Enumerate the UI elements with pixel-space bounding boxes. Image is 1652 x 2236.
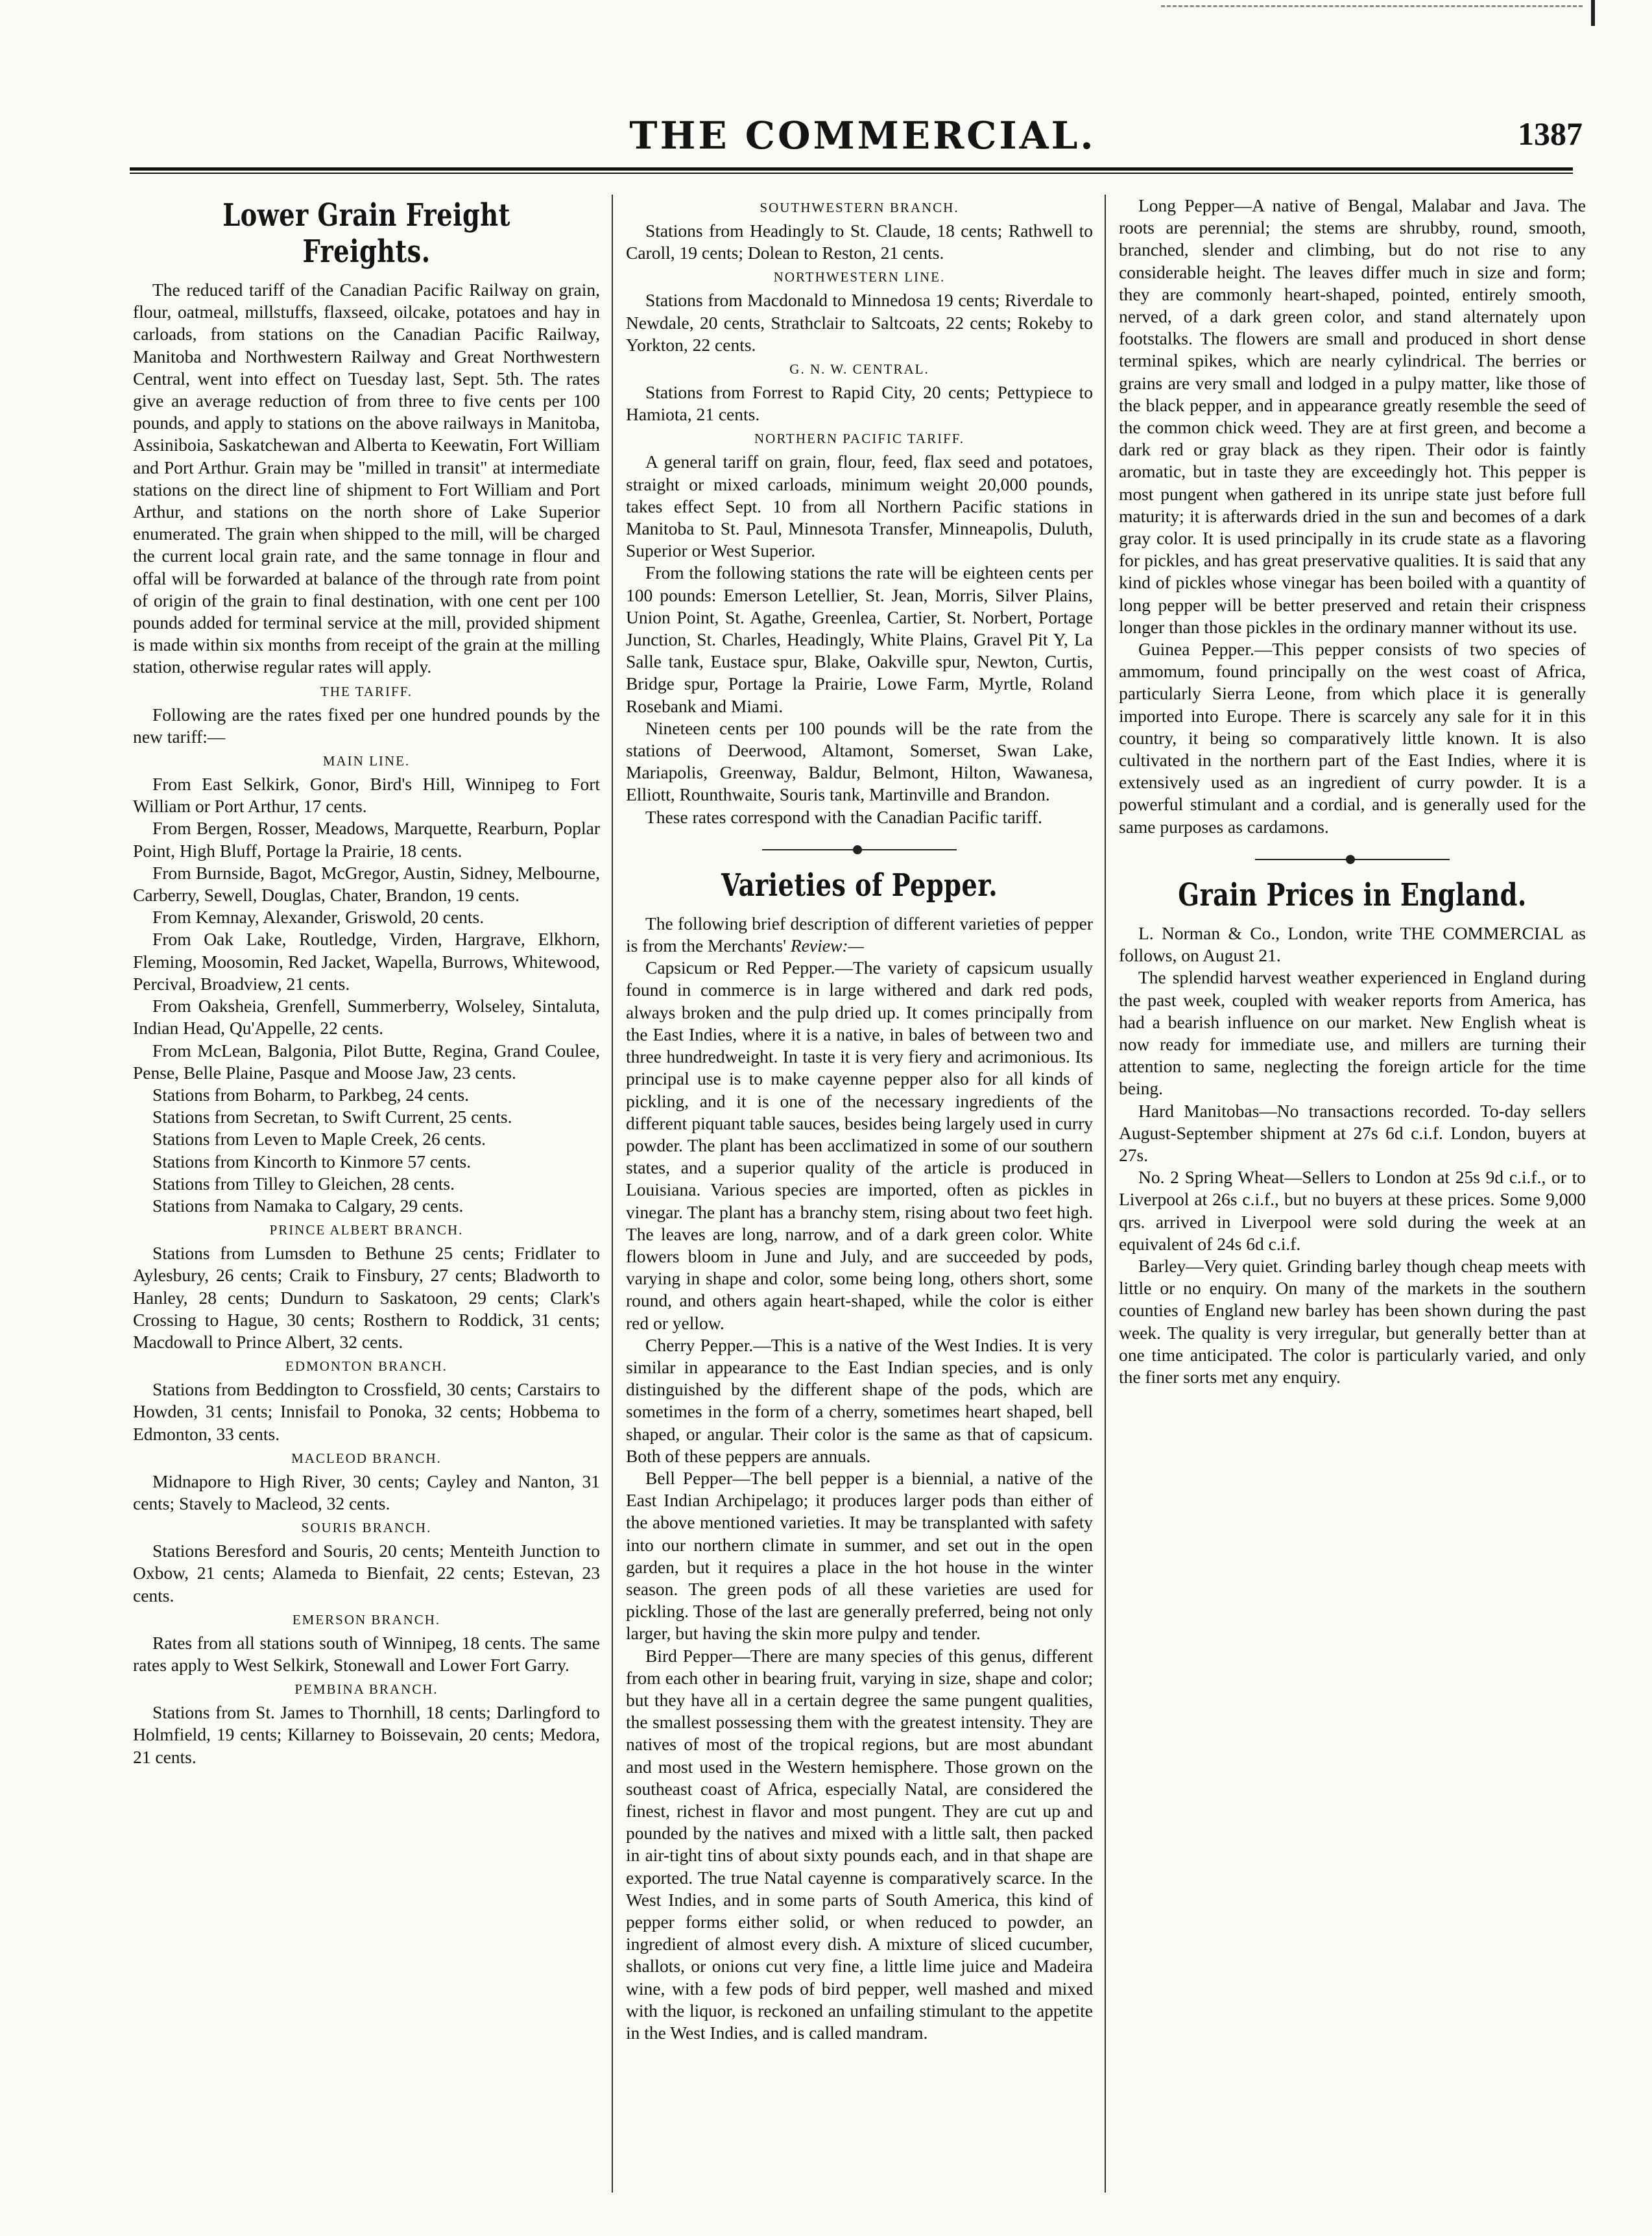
pepper-para: Guinea Pepper.—This pepper consists of two species of ammomum, found principally on the west coast of Africa, particularly Sierra Leone, from which place it is generally imported into Europe. There is scarcely any sale for it in this country, it being so comparatively little known. It is also cultivated in the northern part of the East Indies, where it is extensively used as an ingredient of curry powder. It is a powerful stimulant and a cordial, and is generally used for the same purposes as cardamons. [1119,639,1586,837]
subheading-main-line: MAIN LINE. [322,753,411,769]
subheading-edmonton: EDMONTON BRANCH. [285,1358,448,1375]
subheading-gnw-central: G. N. W. CENTRAL. [789,361,929,378]
station-rate: Stations from Namaka to Calgary, 29 cents. [152,1195,464,1216]
page-number: 1387 [1518,115,1583,152]
main-line-rate: From McLean, Balgonia, Pilot Butte, Regina, Grand Coulee, Pense, Belle Plaine, Pasque and Moose Jaw, 23 cents. [133,1040,600,1083]
macleod-rates: Midnapore to High River, 30 cents; Cayley and Nanton, 31 cents; Stavely to Macleod, 32 cents. [133,1471,600,1513]
souris-rates: Stations Beresford and Souris, 20 cents; Menteith Junction to Oxbow, 21 cents; Alameda to Bienfait, 22 cents; Estevan, 23 cents. [133,1541,600,1605]
column-3 [1119,195,1586,2206]
section-divider [762,845,957,854]
pepper-para: Bell Pepper—The bell pepper is a biennial, a native of the East Indian Archipelago; it produces larger pods than either of the above mentioned varieties. It may be transplanted with safety into our northern climate in summer, and set out in the open garden, but it requires a place in the hot house in the winter season. The green pods of all these varieties are used for pickling. Those of the last are generally preferred, being not only larger, but having the skin more pulpy and tender. [626,1467,1093,1644]
subheading-tariff: THE TARIFF. [320,683,413,699]
station-rate: Stations from Secretan, to Swift Current, 25 cents. [152,1107,512,1127]
pembina-rates: Stations from St. James to Thornhill, 18 cents; Darlingford to Holmfield, 19 cents; Killarney to Boissevain, 20 cents; Medora, 21 cents. [133,1702,600,1767]
grain-para: Barley—Very quiet. Grinding barley though cheap meets with little or no enquiry. On many of the markets in the southern counties of England new barley has been shown during the past week. The quality is very irregular, but generally better than at one time anticipated. The color is particularly varied, and only the finer sorts met any enquiry. [1119,1255,1586,1387]
column-rule-1 [612,195,613,2193]
main-line-rate: From Oaksheia, Grenfell, Summerberry, Wolseley, Sintaluta, Indian Head, Qu'Appelle, 22 cents. [133,996,600,1039]
southwestern-rates: Stations from Headingly to St. Claude, 18 cents; Rathwell to Caroll, 19 cents; Dolean to Reston, 21 cents. [626,221,1093,263]
main-line-rate: From Oak Lake, Routledge, Virden, Hargrave, Elkhorn, Fleming, Moosomin, Red Jacket, Wapella, Burrows, Whitewood, Percival, Broadview, 21 cents. [133,929,600,994]
section-divider [1255,855,1450,864]
margin-mark [1591,0,1595,26]
pepper-para: Capsicum or Red Pepper.—The variety of capsicum usually found in commerce is in large withered and dark red pods, always broken and the pulp dried up. It comes principally from the East Indies, where it is a native, in bales of between two and three hundredweight. In taste it is very fiery and acrimonious. Its principal use is to make cayenne pepper also for all kinds of pickling, and it is one of the necessary ingredients of the different piquant table sauces, besides being largely used in curry powder. The plant has been acclimatized in some of our southern states, and a superior quality of the article is produced in Louisiana. Various species are imported, often as pickles in vinegar. The plant has a branchy stem, rising about two feet high. The leaves are long, narrow, and of a dark green color. White flowers bloom in June and July, and are succeeded by pods, varying in shape and color, some being long, others short, some round, and others again heart-shaped, while the color is either red or yellow. [626,957,1093,1333]
pepper-intro-source: Review:— [790,935,864,956]
edmonton-rates: Stations from Beddington to Crossfield, 30 cents; Carstairs to Howden, 31 cents; Innisfail to Ponoka, 32 cents; Hobbema to Edmonton, 33 cents. [133,1379,600,1444]
column-rule-2 [1105,195,1106,2193]
subheading-southwestern: SOUTHWESTERN BRANCH. [760,200,959,215]
subheading-souris: SOURIS BRANCH. [301,1520,432,1536]
freight-intro: The reduced tariff of the Canadian Pacific Railway on grain, flour, oatmeal, millstuffs, flaxseed, oilcake, potatoes and hay in carloads, from stations on the Canadian Pacific Railway, Manitoba and Northwestern Railway and Great Northwestern Central, went into effect on Tuesday last, Sept. 5th. The rates give an average reduction of from three to five cents per 100 pounds, and apply to stations on the above railways in Manitoba, Assiniboia, Saskatchewan and Alberta to Keewatin, Fort William and Port Arthur. Grain may be "milled in transit" at intermediate stations on the direct line of shipment to Fort William and Port Arthur, and stations on the north shore of Lake Superior enumerated. The grain when shipped to the mill, will be charged the current local grain rate, and the same tonnage in flour and offal will be forwarded at balance of the through rate from point of origin of the grain to final destination, with one cent per 100 pounds added for terminal service at the mill, provided shipment is made within six months from receipt of the grain at the milling station, otherwise regular rates will apply. [133,280,600,677]
grain-para: L. Norman & Co., London, write THE COMMERCIAL as follows, on August 21. [1119,922,1586,966]
tariff-intro: Following are the rates fixed per one hundred pounds by the new tariff:— [133,704,600,747]
masthead-title: THE COMMERCIAL. [629,114,1096,158]
main-line-rate: From Bergen, Rosser, Meadows, Marquette, Rearburn, Poplar Point, High Bluff, Portage la Prairie, 18 cents. [133,818,600,861]
column-1 [133,195,600,2206]
masthead-rule-thin [130,173,1573,174]
station-rate: Stations from Tilley to Gleichen, 28 cents. [152,1173,455,1194]
pepper-intro [626,913,1093,957]
subheading-emerson: EMERSON BRANCH. [292,1611,441,1628]
main-line-rate: From Kemnay, Alexander, Griswold, 20 cents. [152,907,485,928]
pepper-intro-text: The following brief description of different varieties of pepper is from the Merchants' [626,913,1093,956]
subheading-pembina: PEMBINA BRANCH. [294,1681,438,1698]
article-heading-pepper: Varieties of Pepper. [721,867,998,904]
subheading-northern-pacific: NORTHERN PACIFIC TARIFF. [754,431,965,447]
grain-para: No. 2 Spring Wheat—Sellers to London at 25s 9d c.i.f., or to Liverpool at 26s c.i.f., but no buyers at these prices. Some 9,000 qrs. arrived in Liverpool were sold during the week at an equivalent of 24s 6d c.i.f. [1119,1167,1586,1254]
article-heading-freight: Lower Grain Freight Freights. [222,197,510,270]
pepper-para: Long Pepper—A native of Bengal, Malabar and Java. The roots are perennial; the stems are shrubby, round, smooth, branched, slender and climbing, but do not rise to any considerable height. The leaves differ much in size and form; they are commonly heart-shaped, pointed, entirely smooth, nerved, of a dark green color, and stand alternately upon footstalks. The flowers are small and produced in short dense terminal spikes, which are nearly cylindrical. The berries or grains are very small and lodged in a pulpy matter, like those of the black pepper, and in appearance greatly resemble the seed of the common chick weed. They are at first green, and become a dark red or gray black as they ripen. Their odor is faintly aromatic, but in taste they are exceedingly hot. This pepper is most pungent when gathered in its unripe state just before full maturity; it is afterwards dried in the sun and becomes of a dark gray color. It is used principally in its crude state as a flavoring for pickles, and has great preservative qualities. It is said that any kind of pickles whose vinegar has been boiled with a quantity of long pepper will be better preserved and retain their crispness longer than those pickles in the ordinary manner without its use. [1119,195,1586,637]
northern-pacific-para: These rates correspond with the Canadian Pacific tariff. [645,806,1042,827]
masthead [149,114,1583,172]
northwestern-rates: Stations from Macdonald to Minnedosa 19 cents; Riverdale to Newdale, 20 cents, Strathclair to Saltcoats, 22 cents; Rokeby to Yorkton, 22 cents. [626,290,1093,355]
grain-para: The splendid harvest weather experienced in England during the past week, coupled with weaker reports from America, has had a bearish influence on our market. New English wheat is now ready for immediate use, and millers are turning their attention to same, neglecting the foreign article for the time being. [1119,967,1586,1099]
gnw-central-rates: Stations from Forrest to Rapid City, 20 cents; Pettypiece to Hamiota, 21 cents. [626,382,1093,425]
pepper-para: Cherry Pepper.—This is a native of the West Indies. It is very similar in appearance to the East Indian species, and is only distinguished by the different shape of the pods, which are sometimes in the form of a cherry, sometimes heart shaped, bell shaped, or angular. Their color is the same as that of capsicum. Both of these peppers are annuals. [626,1334,1093,1466]
column-2 [626,195,1093,2206]
subheading-northwestern: NORTHWESTERN LINE. [773,269,946,285]
station-rate: Stations from Kincorth to Kinmore 57 cents. [152,1151,472,1172]
northern-pacific-para: From the following stations the rate will be eighteen cents per 100 pounds: Emerson Letellier, St. Jean, Morris, Silver Plains, Union Point, St. Agathe, Greenlea, Cartier, St. Norbert, Portage Junction, St. Charles, Headingly, White Plains, Gravel Pit Y, La Salle tank, Eustace spur, Blake, Oakville spur, Newton, Curtis, Bridge spur, Portage la Prairie, Lowe Farm, Myrtle, Roland Rosebank and Miami. [626,562,1093,716]
article-heading-grain: Grain Prices in England. [1178,876,1527,913]
emerson-rates: Rates from all stations south of Winnipeg, 18 cents. The same rates apply to West Selkirk, Stonewall and Lower Fort Garry. [133,1632,600,1675]
subheading-prince-albert: PRINCE ALBERT BRANCH. [269,1222,464,1238]
station-rate: Stations from Leven to Maple Creek, 26 cents. [152,1129,486,1149]
grain-para: Hard Manitobas—No transactions recorded. To-day sellers August-September shipment at 27s 6d c.i.f. London, buyers at 27s. [1119,1100,1586,1165]
main-line-rate: From East Selkirk, Gonor, Bird's Hill, Winnipeg to Fort William or Port Arthur, 17 cents. [133,774,600,817]
subheading-macleod: MACLEOD BRANCH. [291,1450,442,1466]
masthead-rule [130,167,1573,171]
top-rule [1161,5,1583,7]
station-rate: Stations from Boharm, to Parkbeg, 24 cents. [152,1084,470,1105]
prince-albert-rates: Stations from Lumsden to Bethune 25 cents; Fridlater to Aylesbury, 26 cents; Craik to Finsbury, 27 cents; Bladworth to Hanley, 28 cents; Dundurn to Saskatoon, 29 cents; Clark's Crossing to Hague, 30 cents; Rosthern to Roddick, 31 cents; Macdowall to Prince Albert, 32 cents. [133,1243,600,1352]
northern-pacific-para: Nineteen cents per 100 pounds will be the rate from the stations of Deerwood, Altamont, Somerset, Swan Lake, Mariapolis, Greenway, Baldur, Belmont, Hilton, Wawanesa, Elliott, Rounthwaite, Souris tank, Martinville and Brandon. [626,717,1093,805]
pepper-para: Bird Pepper—There are many species of this genus, different from each other in bearing fruit, varying in size, shape and color; but they have all in a certain degree the same pungent qualities, the smallest possessing them with the greatest intensity. They are natives of most of the tropical regions, but are most abundant and most used in the Western hemisphere. Those grown on the southeast coast of Africa, especially Natal, are considered the finest, richest in flavor and most pungent. They are cut up and pounded by the natives and mixed with a little salt, then packed in air-tight tins of about sixty pounds each, and in that shape are exported. The true Natal cayenne is comparatively scarce. In the West Indies, and in some parts of South America, this kind of pepper forms either solid, or when reduced to powder, an ingredient of almost every dish. A mixture of sliced cucumber, shallots, or onions cut very fine, a little lime juice and Madeira wine, with a few pods of bird pepper, well mashed and mixed with the liquor, is reckoned an unfailing stimulant to the appetite in the West Indies, and is called mandram. [626,1645,1093,2043]
northern-pacific-para: A general tariff on grain, flour, feed, flax seed and potatoes, straight or mixed carloads, minimum weight 20,000 pounds, takes effect Sept. 10 from all Northern Pacific stations in Manitoba to St. Paul, Minnesota Transfer, Minneapolis, Duluth, Superior or West Superior. [626,451,1093,561]
main-line-rate: From Burnside, Bagot, McGregor, Austin, Sidney, Melbourne, Carberry, Sewell, Douglas, Chater, Brandon, 19 cents. [133,862,600,906]
